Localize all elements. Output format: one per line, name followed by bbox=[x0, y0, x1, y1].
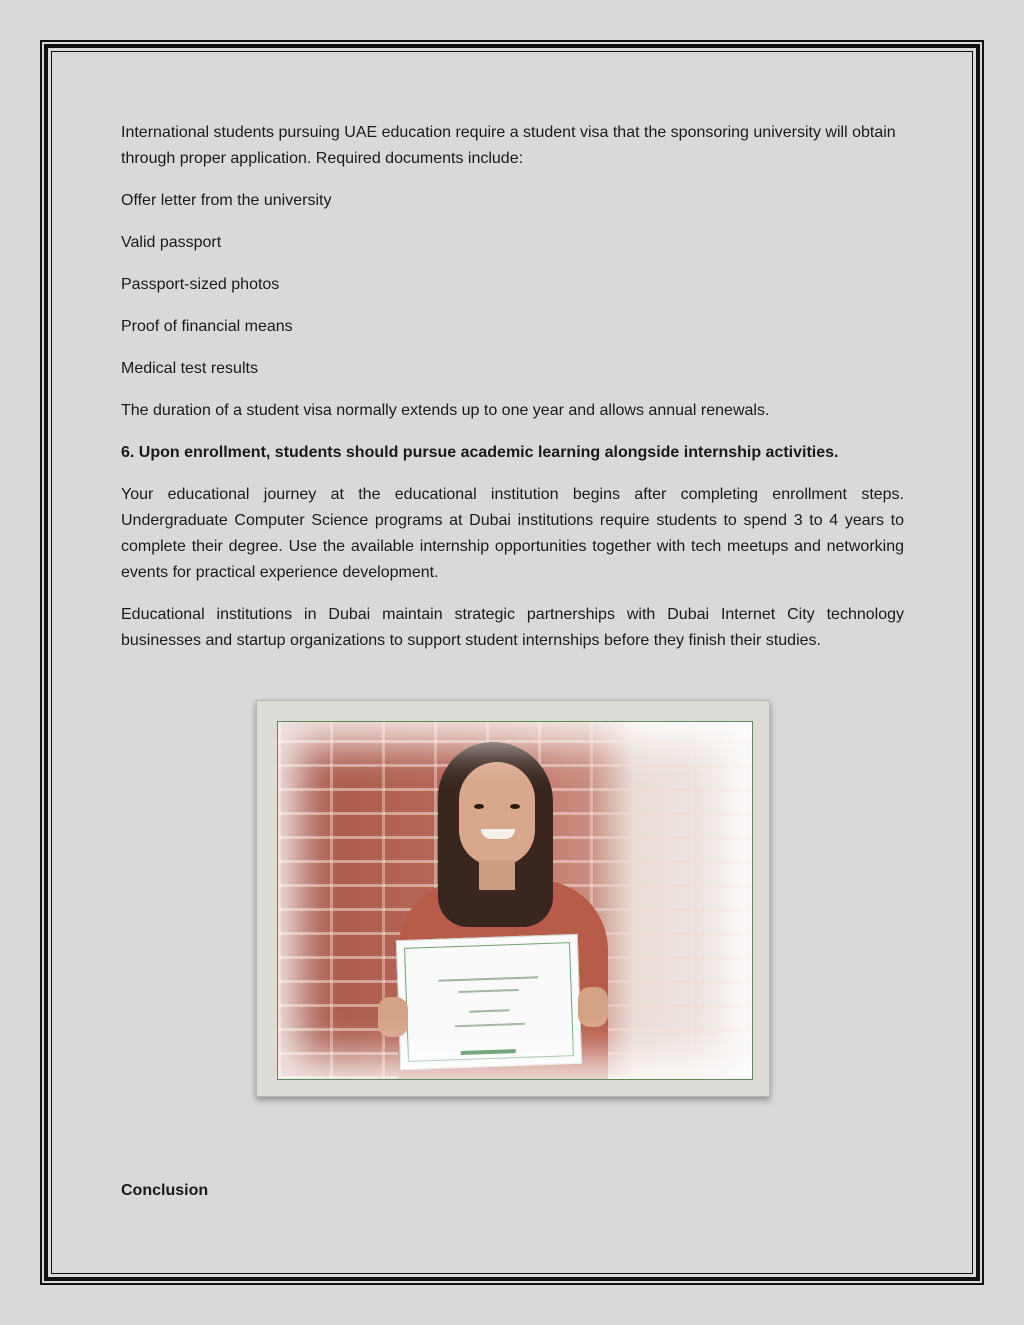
conclusion-heading: Conclusion bbox=[121, 1182, 209, 1199]
document-body bbox=[121, 120, 904, 670]
document-item-passport: Valid passport bbox=[121, 234, 222, 251]
journey-paragraph: Your educational journey at the educational institution begins after completing enrollment steps. Undergraduate Computer Science programs at Dubai institutions require students to spend 3 to 4 years to complete their degree. Use the available internship opportunities together with tech meetups and networking events for practical experience development. bbox=[121, 486, 904, 581]
partnerships-paragraph: Educational institutions in Dubai maintain strategic partnerships with Dubai Internet City technology businesses and startup organizations to support student internships before they finish their studies. bbox=[121, 606, 904, 649]
visa-duration-paragraph: The duration of a student visa normally extends up to one year and allows annual renewals. bbox=[121, 402, 770, 419]
student-photo bbox=[277, 721, 753, 1080]
document-item-medical: Medical test results bbox=[121, 360, 258, 377]
intro-paragraph: International students pursuing UAE education require a student visa that the sponsoring university will obtain through proper application. Required documents include: bbox=[121, 124, 896, 167]
document-item-offer-letter: Offer letter from the university bbox=[121, 192, 332, 209]
document-item-financial: Proof of financial means bbox=[121, 318, 293, 335]
document-item-photos: Passport-sized photos bbox=[121, 276, 280, 293]
photo-frame bbox=[256, 700, 770, 1097]
section-heading-6: 6. Upon enrollment, students should pursue academic learning alongside internship activities. bbox=[121, 444, 839, 461]
